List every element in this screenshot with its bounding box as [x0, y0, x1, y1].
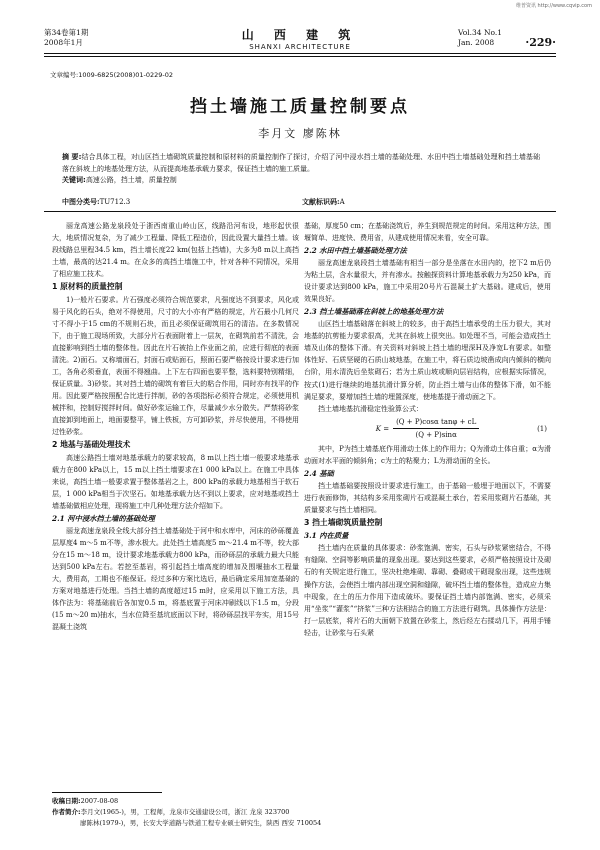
section-2-1-heading: 2.1 河中浸水挡土墙的基础处理 [52, 514, 155, 524]
paper-title: 挡土墙施工质量控制要点 [190, 97, 410, 117]
section-2-4-heading: 2.4 基础 [304, 468, 334, 478]
author-info-label: 作者简介: [52, 808, 81, 816]
footnote [52, 796, 552, 829]
section-2-3-heading: 2.3 挡土墙基础落在斜坡上的地基处理方法 [304, 307, 444, 317]
header-rule-thick [44, 53, 556, 54]
section-3-1-paragraph: 挡土墙内在质量的具体要求：砂浆饱满、密实，石头与砂浆紧密结合，不得有缝隙、空洞等影响质量的现象出现。要达到这些要求，必须严格按照设计及砌石的有关规定进行施工，坚决杜绝堆砌、靠砌、叠砌或干砌现象出现，这些违规操作方法，会使挡土墙内部出现空洞和缝隙，破坏挡土墙的整体性，造成应力集中现象，在土的压力作用下造成破坏。要保证挡土墙内部饱满、密实，必须采用“坐浆”“灌浆”“挤浆”三种方法相结合的施工方法进行砌筑。具体操作方法是：打一层底浆，将片石的大面朝下放置在砂浆上，然后经左右揉动几下，再用手锤轻击，让砂浆与石头紧 [304, 544, 551, 637]
header-volume-right [458, 28, 556, 48]
abstract [62, 152, 540, 187]
formula-fraction [393, 416, 479, 441]
paper-authors: 李月文 廖陈林 [258, 127, 342, 140]
section-2-3-paragraph: 山区挡土墙基础落在斜坡上的较多，由于高挡土墙承受的土压力很大，其对地基的抗剪能力要求很高，尤其在斜坡上很突出。如处理不当，可能会造成挡土墙及山体的整体下滑。有关资料对斜坡上挡土墙的埋深H及净宽L有要求。如整体性好、石质坚硬的石质山坡地基，在施工中，将石质边坡凿成向内倾斜的横向台阶，用水清洗后坐浆砌石；若为土质山坡或顺向层岩结构，应根据实际情况，按式(1)进行继续的地基抗滑计算分析，防止挡土墙与山体的整体下滑，如不能满足要求，要增加挡土墙的埋置深度，使地基提于滑动面之下。 [304, 320, 551, 401]
watermark: 维普资讯 http://www.cqvip.com [515, 3, 592, 9]
intro-paragraph: 丽龙高速公路龙泉段处于浙西南重山岭山区，线路沿河布设，地形起伏很大，地质情况复杂，为了减少工程量、降低工程造价，因此设置大量挡土墙。该段线路总里程34.5 km，挡土墙长度22 km(包括上挡墙)，大多为8 m以上高挡土墙，最高的达21.4 m。在众多的高挡土墙施工中，针对各种不同情况，采用了相应施工技术。 [52, 222, 299, 279]
journal-name-en: SHANXI ARCHITECTURE [249, 43, 351, 51]
doc-code-value: A [339, 198, 345, 206]
header-volume-cn: 第34卷第1期 [44, 28, 89, 37]
left-column [52, 220, 299, 633]
section-1-paragraph: 1)一般片石要求。片石强度必须符合规范要求，凡强度达不到要求，风化或易于风化的石头，绝对不得使用，尺寸的大小亦有严格的规定，片石最小几何尺寸不得小于15 cm的不规则石块，而且必须保证砌筑用石的清洁。在多数情况下，由于施工现场所致，大部分片石表面附着上一层灰，在砌筑前若不清洗，会直接影响到挡土墙的整体性。因此在片石被抬上作业面之前，应进行彻底的表面清洗。2)面石。又称墙面石，封面石或贴面石，照面石要严格按设计要求进行加工，各角必须垂直，表面不得翘曲。上下左右四面也要平整，选料要特别精细，保证质量。3)砂浆。其对挡土墙的砌筑有着巨大的粘合作用，同时亦有找平的作用。因此要严格按照配合比进行拌制，砂的各项指标必须符合规定，必须使用机械拌和，控制好搅拌时间。做好砂浆运输工作，尽量减少水分散失。严禁将砂浆直接卸到地面上，地面要整平，铺上铁板，方可卸砂浆，并尽快使用，不得使用过性砂浆。 [52, 295, 299, 437]
keywords-text: 高速公路，挡土墙，质量控制 [85, 176, 177, 184]
header-date-en: Jan. 2008 [458, 38, 495, 47]
section-2-paragraph: 高速公路挡土墙对地基承载力的要求较高，8 m以上挡土墙一般要求地基承载力在800 kPa以上，15 m以上挡土墙要求在1 000 kPa以上。在施工中具体来说，高挡土墙一般要求置于整体基岩之上，800 kPa的承载力地基相当于软石层，1 000 kPa相当于次坚石。如地基承载力达不到以上要求，应对地基或挡土墙基础做相应处理，现将施工中几种处理方法介绍如下。 [52, 453, 299, 510]
header-date-cn: 2008年1月 [44, 38, 83, 47]
right-column [304, 220, 551, 639]
section-2-1-paragraph: 丽龙高速龙泉段全线大部分挡土墙基础处于河中和水库中，河床的砂砾覆盖层厚度4 m～5 m不等，渗水极大。此处挡土墙高度5 m～21.4 m不等，较大部分在15 m～18 m，设计要求地基承载力800 kPa，而砂砾层的承载力最大只能达到500 kPa左右。若挖至基岩，将引起挡土墙高度的增加及围堰抽水工程量大，费用高，工期也不能保证。经过多种方案比选后，最后确定采用加宽基础的方案对地基进行处理。当挡土墙的高度超过15 m时，应采用以下施工方法，具体作法为：将基础前后各加宽0.5 m，将基底置于河床冲刷线以下1.5 m，分段(15 m～20 m)抽水，当水位降至基坑底面以下时，将砂砾层找平夯实，用15号混凝土浇筑 [52, 527, 299, 632]
received-date: 2007-08-08 [80, 797, 119, 805]
abstract-divider [44, 211, 556, 212]
clc-label: 中图分类号: [62, 197, 100, 206]
formula-denominator: (Q + P)sinα [415, 431, 457, 440]
section-3-1-heading: 3.1 内在质量 [304, 531, 349, 541]
keywords-label: 关键词: [62, 176, 86, 184]
continued-paragraph: 基础，厚度50 cm；在基础浇筑后，养生到规范规定的时间。采用这种方法，围堰简单、进度快、费用省，从建成使用情况来看，安全可靠。 [304, 222, 551, 243]
section-2-heading: 2 地基与基础处理技术 [52, 440, 131, 450]
journal-name-cn: 山 西 建 筑 [241, 28, 359, 42]
footnote-rule [52, 792, 162, 793]
abstract-text: 结合具体工程，对山区挡土墙砌筑质量控制和原材料的质量控制作了探讨，介绍了河中浸水挡土墙的基础处理、水田中挡土墙基础处理和挡土墙基础落在斜坡上的地基处理方法，从而提高地基承载力要求，保证挡土墙的施工质量。 [62, 153, 540, 173]
page-number: ·229· [525, 36, 556, 49]
section-2-2-paragraph: 丽龙高速龙泉段挡土墙基础有相当一部分是坐落在水田内的，挖下2 m后仍为粘土层，含水量很大，并有渗水。按触探资料计算地基承载力为250 kPa，而设计要求达到800 kPa，施工中采用20号片石混凝土扩大基础。建成后，使用效果良好。 [304, 259, 551, 304]
formula-numerator: (Q + P)cosα tanφ + cL [393, 416, 479, 429]
classification-row [62, 197, 540, 207]
abstract-label: 摘 要: [62, 153, 82, 161]
header-volume-en: Vol.34 No.1 [458, 28, 503, 37]
author-1-info: 李月文(1965-)，男，工程师，龙泉市交通建设公司，浙江 龙泉 323700 [80, 808, 290, 816]
received-label: 收稿日期: [52, 797, 81, 805]
stability-formula [304, 415, 551, 443]
formula-note: 其中，P为挡土墙基底作用滑动土体上的作用力；Q为滑动土体自重；α为滑动面对水平面的倾斜角；c为土的粘聚力；L为滑动面的全长。 [304, 444, 551, 465]
section-2-2-heading: 2.2 水田中挡土墙基础处理方法 [304, 246, 407, 256]
article-number: 文章编号:1009-6825(2008)01-0229-02 [50, 71, 174, 79]
section-2-4-paragraph: 挡土墙基础要按照设计要求进行施工，由于基础一般埋于地面以下，不需要进行表面修饰，其结构多采用浆砌片石或混凝土承台，若采用浆砌片石基础，其质量要求与挡土墙相同。 [304, 481, 551, 514]
section-1-heading: 1 原材料的质量控制 [52, 282, 123, 292]
formula-lhs: K = [375, 424, 390, 433]
clc-value: TU712.3 [99, 198, 131, 206]
section-3-heading: 3 挡土墙砌筑质量控制 [304, 517, 383, 527]
header-rule-thin [44, 56, 556, 57]
formula-label: 挡土墙地基抗滑稳定性验算公式： [318, 404, 423, 413]
doc-code-label: 文献标识码: [302, 197, 340, 206]
author-2-info: 廖陈林(1979-)，男，长安大学道路与铁道工程专业硕士研究生，陕西 西安 710054 [80, 819, 322, 827]
formula-number: (1) [537, 424, 547, 433]
